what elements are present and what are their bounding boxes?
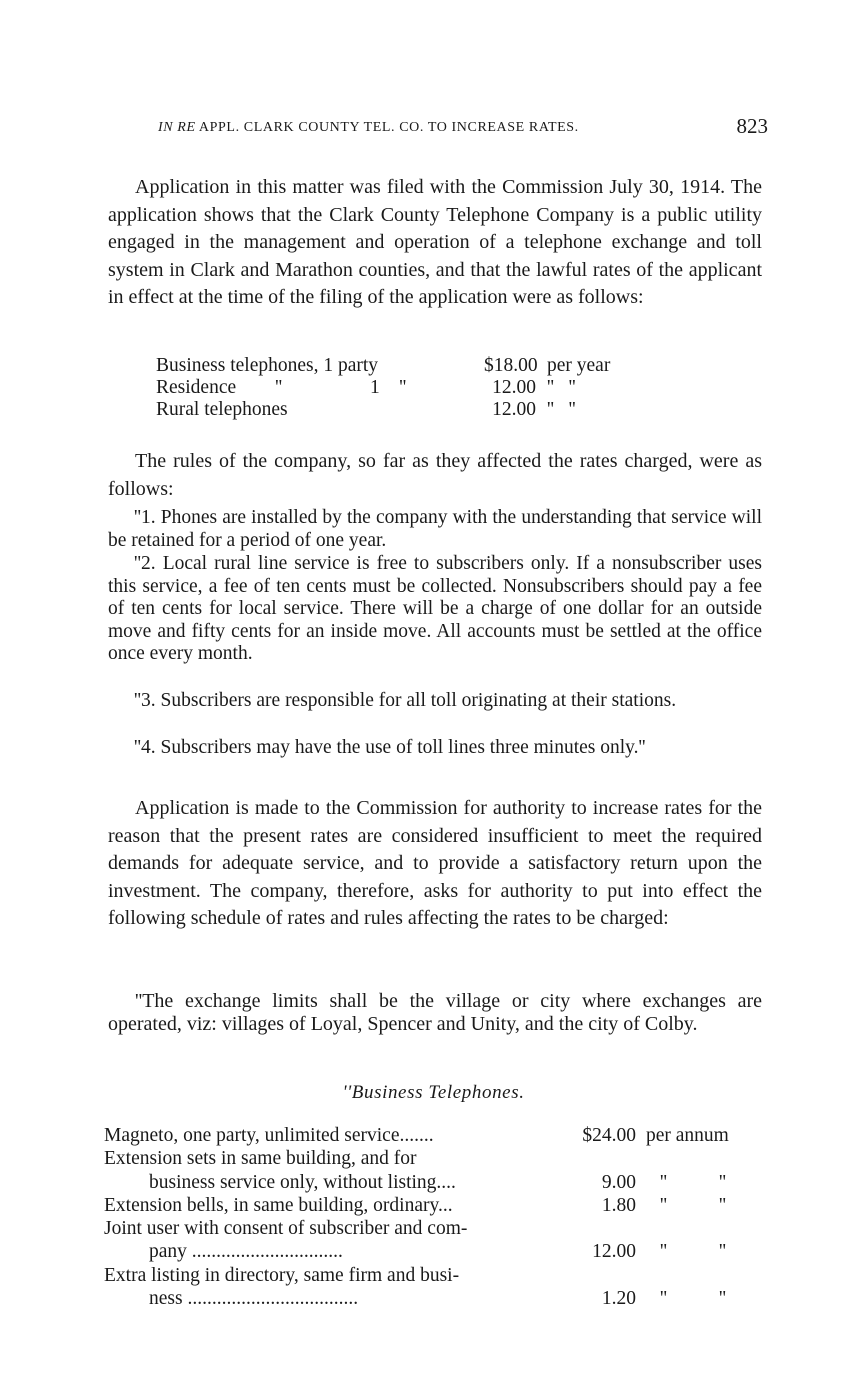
business-rates-schedule: [104, 1124, 764, 1310]
ditto-mark: '': [719, 1288, 727, 1310]
paragraph-authority-request: Application is made to the Commission for authority to increase rates for the reason that the present rates are considered insufficient to meet the required demands for adequate service, and to provide a satisfactory return upon the investment. The company, therefore, asks for authority to put into effect the following schedule of rates and rules affecting the rates to be charged:: [108, 797, 762, 930]
rule-2: ''2. Local rural line service is free to subscribers only. If a nonsubscriber uses this service, a fee of ten cents must be collected. Nonsubscribers should pay a fee of ten cents for local service. There will be a charge of one dollar for an outside move and fifty cents for an inside move. All accounts must be settled at the office once every month.: [108, 553, 762, 664]
schedule-desc: Magneto, one party, unlimited service.......: [104, 1125, 434, 1146]
rate-amount: 12.00: [492, 399, 536, 420]
schedule-desc: pany ...............................: [149, 1241, 343, 1263]
ditto-mark: '': [660, 1194, 668, 1216]
rate-service: Rural telephones: [156, 399, 288, 420]
schedule-desc: Extra listing in directory, same firm and busi-: [104, 1264, 460, 1286]
rate-unit: per year: [547, 355, 611, 376]
rate-service: Residence '': [156, 377, 283, 398]
schedule-desc: ness ...................................: [149, 1288, 359, 1310]
schedule-unit: per annum: [646, 1125, 729, 1146]
running-head-prefix: IN RE: [158, 120, 196, 135]
schedule-row: [104, 1124, 764, 1147]
schedule-amount: $24.00: [582, 1125, 636, 1146]
schedule-row: [104, 1147, 764, 1170]
schedule-row: [104, 1217, 764, 1240]
page-number: 823: [736, 114, 768, 138]
schedule-desc: Joint user with consent of subscriber and com-: [104, 1218, 468, 1240]
rate-unit: '' '': [547, 399, 576, 420]
rate-amount: $18.00: [484, 355, 538, 376]
running-head-title: APPL. CLARK COUNTY TEL. CO. TO INCREASE RATES.: [195, 120, 579, 135]
rule-1: ''1. Phones are installed by the company with the understanding that service will be retained for a period of one year.: [108, 507, 762, 551]
rule-4: ''4. Subscribers may have the use of toll lines three minutes only.'': [134, 737, 646, 758]
schedule-row: [104, 1171, 764, 1194]
schedule-row: [104, 1240, 764, 1263]
running-header: [158, 114, 768, 138]
schedule-row: [104, 1194, 764, 1217]
schedule-amount: 9.00: [601, 1171, 636, 1193]
rule-3: ''3. Subscribers are responsible for all toll originating at their stations.: [134, 690, 677, 711]
rate-amount: 12.00: [492, 377, 536, 398]
section-title: ''Business Telephones.: [342, 1082, 525, 1103]
schedule-desc: Extension sets in same building, and for: [104, 1148, 417, 1170]
schedule-amount: 1.20: [601, 1288, 636, 1310]
ditto-mark: '': [660, 1241, 668, 1263]
schedule-desc: business service only, without listing....: [149, 1171, 456, 1193]
paragraph-rules-intro: The rules of the company, so far as they affected the rates charged, were as follows:: [108, 450, 762, 500]
ditto-mark: '': [719, 1171, 727, 1193]
rate-parties: 1 '': [370, 377, 407, 398]
paragraph-exchange-limits: ''The exchange limits shall be the village or city where exchanges are operated, viz: villages of Loyal, Spencer and Unity, and the city of Colby.: [108, 990, 762, 1035]
paragraph-application-filed: Application in this matter was filed with the Commission July 30, 1914. The application shows that the Clark County Telephone Company is a public utility engaged in the management and operation of a telephone exchange and toll system in Clark and Marathon counties, and that the lawful rates of the applicant in effect at the time of the filing of the application were as follows:: [108, 176, 762, 309]
ditto-mark: '': [719, 1241, 727, 1263]
rate-unit: '' '': [547, 377, 576, 398]
ditto-mark: '': [660, 1288, 668, 1310]
schedule-row: [104, 1264, 764, 1287]
ditto-mark: '': [719, 1194, 727, 1216]
schedule-desc: Extension bells, in same building, ordinary...: [104, 1194, 453, 1216]
rate-service: Business telephones, 1 party: [156, 355, 379, 376]
ditto-mark: '': [660, 1171, 668, 1193]
schedule-amount: 1.80: [601, 1194, 636, 1216]
schedule-row: [104, 1287, 764, 1310]
schedule-amount: 12.00: [592, 1241, 636, 1263]
